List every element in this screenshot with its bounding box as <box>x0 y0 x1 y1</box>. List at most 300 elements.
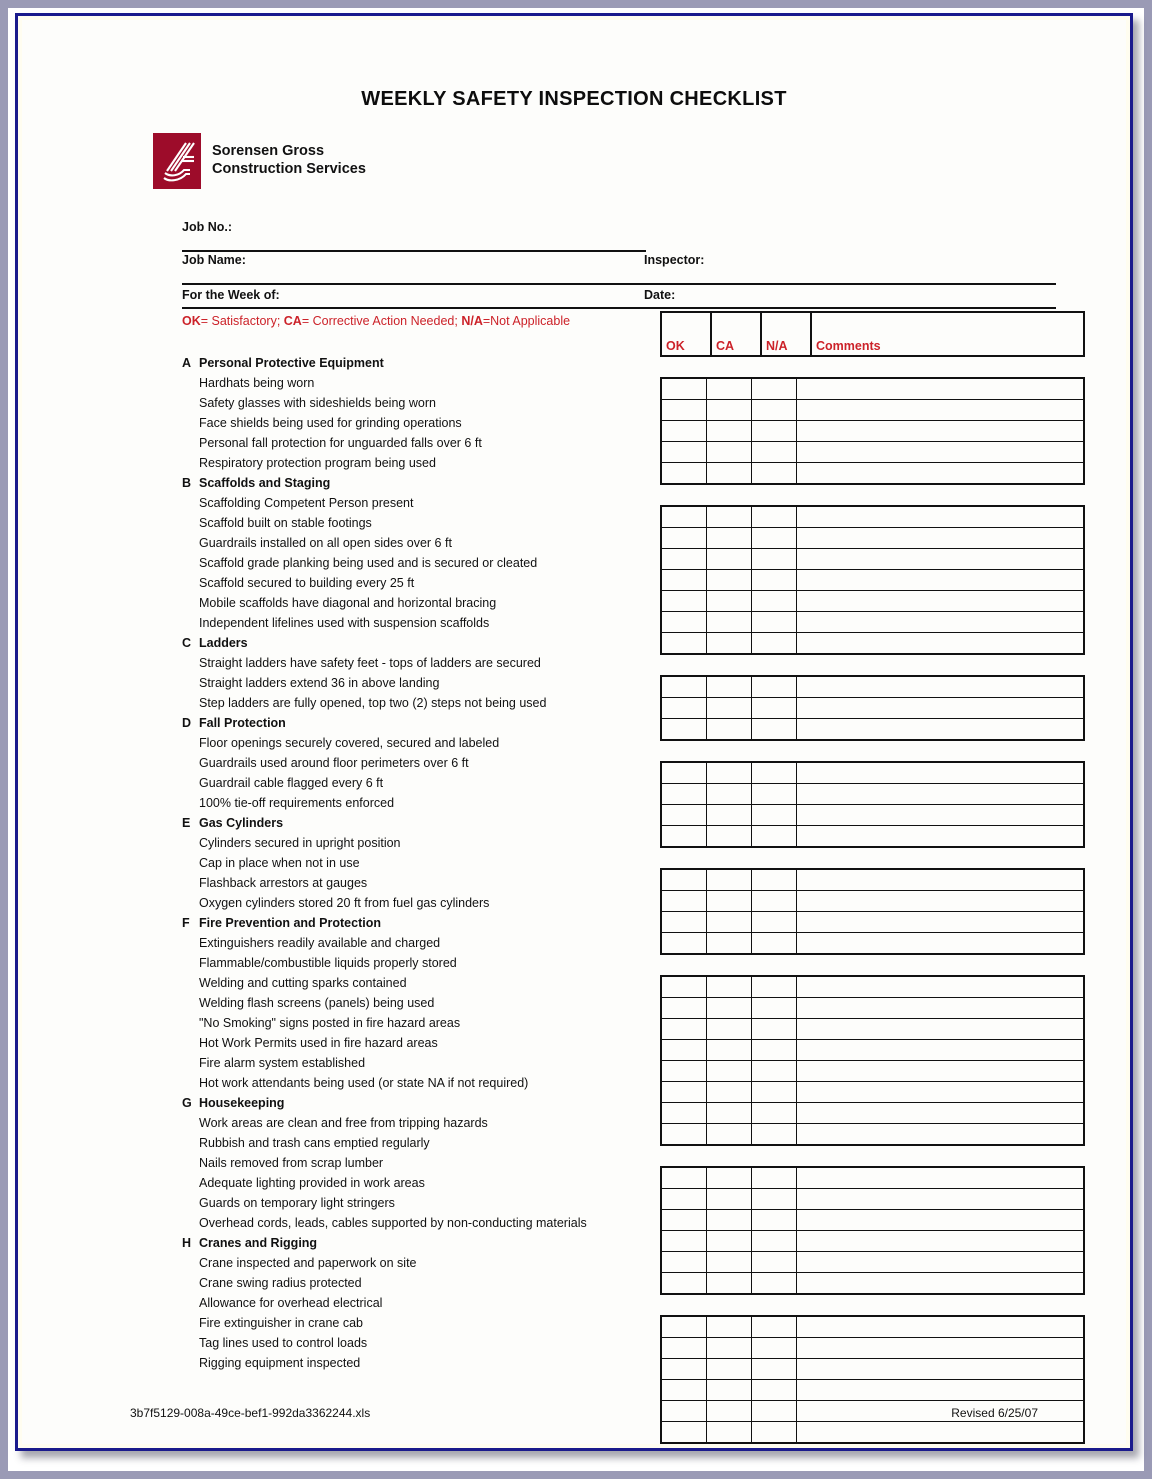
grid-row <box>661 463 1084 485</box>
section-heading <box>182 633 652 653</box>
legend-na-code: N/A <box>461 314 483 328</box>
section-letter: D <box>182 716 192 730</box>
checkbox-cell-ok[interactable] <box>661 826 707 848</box>
checkbox-cell-na[interactable] <box>752 826 797 848</box>
grid-group-f <box>660 975 1085 1146</box>
checkbox-cell-ca[interactable] <box>707 591 752 612</box>
checklist-item: Guards on temporary light stringers <box>199 1196 395 1210</box>
checklist-grid-column <box>660 311 1085 1444</box>
checkbox-cell-na[interactable] <box>752 400 797 421</box>
checkbox-cell-ca[interactable] <box>707 1252 752 1273</box>
checkbox-cell-ca[interactable] <box>707 1040 752 1061</box>
section-letter: C <box>182 636 192 650</box>
footer-filename: 3b7f5129-008a-49ce-bef1-992da3362244.xls <box>130 1406 371 1420</box>
section-heading <box>182 813 652 833</box>
grid-row <box>661 998 1084 1019</box>
checkbox-cell-na[interactable] <box>752 1316 797 1338</box>
checklist-item: Respiratory protection program being used <box>199 456 436 470</box>
grid-group-d <box>660 761 1085 848</box>
checklist-item: Hardhats being worn <box>199 376 315 390</box>
comments-cell[interactable] <box>797 1252 1085 1273</box>
grid-row <box>661 528 1084 549</box>
comments-cell[interactable] <box>797 784 1085 805</box>
checkbox-cell-ok[interactable] <box>661 506 707 528</box>
grid-row <box>661 442 1084 463</box>
section-title: Ladders <box>199 636 248 650</box>
checkbox-cell-ca[interactable] <box>707 400 752 421</box>
grid-section-spacer <box>660 357 1085 377</box>
checklist-item: Scaffolding Competent Person present <box>199 496 414 510</box>
comments-cell[interactable] <box>797 463 1085 485</box>
checklist-item: Straight ladders extend 36 in above landing <box>199 676 440 690</box>
checklist-item: Hot work attendants being used (or state NA if not required) <box>199 1076 529 1090</box>
checkbox-cell-ok[interactable] <box>661 421 707 442</box>
checkbox-cell-na[interactable] <box>752 591 797 612</box>
logo-line-1: Sorensen Gross <box>212 143 325 160</box>
checklist-item: Fire alarm system established <box>199 1056 366 1070</box>
comments-cell[interactable] <box>797 998 1085 1019</box>
checkbox-cell-ca[interactable] <box>707 549 752 570</box>
checkbox-cell-ca[interactable] <box>707 762 752 784</box>
grid-section-spacer <box>660 1146 1085 1166</box>
checkbox-cell-ca[interactable] <box>707 1380 752 1401</box>
page-border-frame <box>15 13 1133 1451</box>
checkbox-cell-na[interactable] <box>752 1273 797 1295</box>
document-page <box>22 20 1126 1444</box>
checkbox-cell-na[interactable] <box>752 784 797 805</box>
checkbox-cell-ca[interactable] <box>707 506 752 528</box>
checkbox-cell-ok[interactable] <box>661 463 707 485</box>
checkbox-cell-ok[interactable] <box>661 1103 707 1124</box>
comments-cell[interactable] <box>797 570 1085 591</box>
checkbox-cell-ca[interactable] <box>707 998 752 1019</box>
checkbox-cell-ok[interactable] <box>661 570 707 591</box>
section-letter: E <box>182 816 191 830</box>
comments-cell[interactable] <box>797 933 1085 955</box>
grid-row <box>661 784 1084 805</box>
checkbox-cell-ok[interactable] <box>661 719 707 741</box>
checklist-item: Safety glasses with sideshields being worn <box>199 396 436 410</box>
checklist-item: Allowance for overhead electrical <box>199 1296 383 1310</box>
section-title: Cranes and Rigging <box>199 1236 318 1250</box>
comments-cell[interactable] <box>797 421 1085 442</box>
grid-row <box>661 1231 1084 1252</box>
checkbox-cell-na[interactable] <box>752 570 797 591</box>
comments-cell[interactable] <box>797 826 1085 848</box>
checkbox-cell-ok[interactable] <box>661 933 707 955</box>
grid-row <box>661 1338 1084 1359</box>
checklist-item: Straight ladders have safety feet - tops of ladders are secured <box>199 656 541 670</box>
grid-row <box>661 1103 1084 1124</box>
grid-row <box>661 976 1084 998</box>
grid-row <box>661 912 1084 933</box>
grid-row <box>661 1316 1084 1338</box>
header-cell-ca: CA <box>711 312 761 356</box>
job-no-row <box>182 219 1056 252</box>
checkbox-cell-ok[interactable] <box>661 400 707 421</box>
checkbox-cell-ca[interactable] <box>707 1082 752 1103</box>
checkbox-cell-ok[interactable] <box>661 1061 707 1082</box>
checkbox-cell-na[interactable] <box>752 805 797 826</box>
checkbox-cell-ca[interactable] <box>707 719 752 741</box>
grid-row <box>661 612 1084 633</box>
checklist-item: Nails removed from scrap lumber <box>199 1156 384 1170</box>
checklist-item: Oxygen cylinders stored 20 ft from fuel gas cylinders <box>199 896 490 910</box>
checkbox-cell-ok[interactable] <box>661 1189 707 1210</box>
grid-row <box>661 891 1084 912</box>
checkbox-cell-na[interactable] <box>752 506 797 528</box>
checkbox-cell-ca[interactable] <box>707 612 752 633</box>
comments-cell[interactable] <box>797 1338 1085 1359</box>
checkbox-cell-ok[interactable] <box>661 528 707 549</box>
comments-cell[interactable] <box>797 1231 1085 1252</box>
checkbox-cell-ok[interactable] <box>661 1252 707 1273</box>
checkbox-cell-ok[interactable] <box>661 976 707 998</box>
comments-cell[interactable] <box>797 1019 1085 1040</box>
section-letter: H <box>182 1236 192 1250</box>
checkbox-cell-ca[interactable] <box>707 784 752 805</box>
checkbox-cell-ok[interactable] <box>661 612 707 633</box>
grid-row <box>661 1124 1084 1146</box>
checkbox-cell-ok[interactable] <box>661 998 707 1019</box>
checkbox-cell-na[interactable] <box>752 1040 797 1061</box>
checkbox-cell-ok[interactable] <box>661 1316 707 1338</box>
legend-ok-code: OK <box>182 314 201 328</box>
grid-row <box>661 378 1084 400</box>
checklist-item: Work areas are clean and free from tripping hazards <box>199 1116 488 1130</box>
checkbox-cell-ok[interactable] <box>661 1231 707 1252</box>
checkbox-cell-ca[interactable] <box>707 528 752 549</box>
checkbox-cell-ok[interactable] <box>661 912 707 933</box>
checkbox-cell-na[interactable] <box>752 1103 797 1124</box>
checklist-item: Tag lines used to control loads <box>199 1336 368 1350</box>
grid-row <box>661 1252 1084 1273</box>
checkbox-cell-ca[interactable] <box>707 442 752 463</box>
checkbox-cell-na[interactable] <box>752 1061 797 1082</box>
checklist-item: Scaffold built on stable footings <box>199 516 372 530</box>
grid-row <box>661 1189 1084 1210</box>
grid-section-spacer <box>660 655 1085 675</box>
checklist-item: Guardrail cable flagged every 6 ft <box>199 776 384 790</box>
comments-cell[interactable] <box>797 912 1085 933</box>
checkbox-cell-na[interactable] <box>752 912 797 933</box>
legend-ca-meaning: = Corrective Action Needed; <box>301 314 462 328</box>
comments-cell[interactable] <box>797 506 1085 528</box>
checkbox-cell-ca[interactable] <box>707 1167 752 1189</box>
checkbox-cell-na[interactable] <box>752 549 797 570</box>
comments-cell[interactable] <box>797 805 1085 826</box>
grid-row <box>661 1082 1084 1103</box>
checkbox-cell-ok[interactable] <box>661 633 707 655</box>
checkbox-cell-ok[interactable] <box>661 1273 707 1295</box>
checkbox-cell-na[interactable] <box>752 463 797 485</box>
checkbox-cell-na[interactable] <box>752 1380 797 1401</box>
checkbox-cell-ok[interactable] <box>661 1040 707 1061</box>
checkbox-cell-ca[interactable] <box>707 1189 752 1210</box>
checklist-body <box>22 287 1126 1377</box>
checkbox-cell-ca[interactable] <box>707 976 752 998</box>
checkbox-cell-na[interactable] <box>752 676 797 698</box>
checklist-item: Step ladders are fully opened, top two (2) steps not being used <box>199 696 547 710</box>
checkbox-cell-ca[interactable] <box>707 1019 752 1040</box>
checkbox-cell-na[interactable] <box>752 1124 797 1146</box>
checkbox-cell-ca[interactable] <box>707 1210 752 1231</box>
checkbox-cell-ca[interactable] <box>707 1316 752 1338</box>
grid-row <box>661 570 1084 591</box>
grid-group-c <box>660 675 1085 741</box>
checkbox-cell-na[interactable] <box>752 378 797 400</box>
checkbox-cell-ca[interactable] <box>707 1273 752 1295</box>
grid-section-spacer <box>660 1295 1085 1315</box>
grid-group-b <box>660 505 1085 655</box>
comments-cell[interactable] <box>797 1061 1085 1082</box>
comments-cell[interactable] <box>797 762 1085 784</box>
checkbox-cell-na[interactable] <box>752 421 797 442</box>
checklist-item: Guardrails used around floor perimeters over 6 ft <box>199 756 469 770</box>
checklist-item: Crane inspected and paperwork on site <box>199 1256 417 1270</box>
checkbox-cell-na[interactable] <box>752 1231 797 1252</box>
checkbox-cell-ok[interactable] <box>661 1019 707 1040</box>
checklist-item: Cap in place when not in use <box>199 856 360 870</box>
date-label: Date: <box>644 288 676 302</box>
grid-row <box>661 698 1084 719</box>
comments-cell[interactable] <box>797 719 1085 741</box>
grid-row <box>661 549 1084 570</box>
checkbox-cell-ok[interactable] <box>661 1359 707 1380</box>
checkbox-cell-ca[interactable] <box>707 463 752 485</box>
grid-row <box>661 719 1084 741</box>
comments-cell[interactable] <box>797 1103 1085 1124</box>
comments-cell[interactable] <box>797 869 1085 891</box>
checkbox-cell-na[interactable] <box>752 442 797 463</box>
comments-cell[interactable] <box>797 549 1085 570</box>
checklist-item: Hot Work Permits used in fire hazard areas <box>199 1036 438 1050</box>
checkbox-cell-ok[interactable] <box>661 1167 707 1189</box>
checkbox-cell-ok[interactable] <box>661 549 707 570</box>
checkbox-cell-ca[interactable] <box>707 1359 752 1380</box>
job-name-label: Job Name: <box>182 253 246 267</box>
section-title: Gas Cylinders <box>199 816 284 830</box>
section-letter: G <box>182 1096 192 1110</box>
grid-header-table <box>660 311 1085 357</box>
legend-ok-meaning: = Satisfactory; <box>200 314 284 328</box>
checkbox-cell-ca[interactable] <box>707 421 752 442</box>
comments-cell[interactable] <box>797 1040 1085 1061</box>
comments-cell[interactable] <box>797 591 1085 612</box>
job-name-row <box>182 252 1056 285</box>
checkbox-cell-na[interactable] <box>752 869 797 891</box>
company-logo <box>153 133 1126 189</box>
checkbox-cell-ok[interactable] <box>661 591 707 612</box>
checkbox-cell-ca[interactable] <box>707 869 752 891</box>
checkbox-cell-ca[interactable] <box>707 805 752 826</box>
checkbox-cell-ok[interactable] <box>661 1380 707 1401</box>
checklist-item: "No Smoking" signs posted in fire hazard areas <box>199 1016 461 1030</box>
checkbox-cell-ok[interactable] <box>661 762 707 784</box>
grid-row <box>661 805 1084 826</box>
checkbox-cell-na[interactable] <box>752 762 797 784</box>
page-footer <box>22 1406 1126 1426</box>
checkbox-cell-na[interactable] <box>752 998 797 1019</box>
checklist-item: Scaffold secured to building every 25 ft <box>199 576 415 590</box>
grid-header-row <box>661 312 1084 356</box>
section-heading <box>182 1093 652 1113</box>
checkbox-cell-na[interactable] <box>752 933 797 955</box>
grid-group-g <box>660 1166 1085 1295</box>
checkbox-cell-ca[interactable] <box>707 1103 752 1124</box>
checkbox-cell-ok[interactable] <box>661 805 707 826</box>
checkbox-cell-na[interactable] <box>752 1019 797 1040</box>
checkbox-cell-ca[interactable] <box>707 912 752 933</box>
comments-cell[interactable] <box>797 612 1085 633</box>
comments-cell[interactable] <box>797 1359 1085 1380</box>
grid-row <box>661 421 1084 442</box>
section-title: Fall Protection <box>199 716 286 730</box>
comments-cell[interactable] <box>797 1082 1085 1103</box>
grid-section-spacer <box>660 848 1085 868</box>
grid-row <box>661 1359 1084 1380</box>
comments-cell[interactable] <box>797 1189 1085 1210</box>
checklist-item: Extinguishers readily available and charged <box>199 936 441 950</box>
header-cell-na: N/A <box>761 312 811 356</box>
comments-cell[interactable] <box>797 442 1085 463</box>
legend-na-meaning: =Not Applicable <box>482 314 571 328</box>
checkbox-cell-na[interactable] <box>752 1252 797 1273</box>
checkbox-cell-ca[interactable] <box>707 826 752 848</box>
checkbox-cell-ok[interactable] <box>661 1338 707 1359</box>
checklist-item: Adequate lighting provided in work areas <box>199 1176 425 1190</box>
section-heading <box>182 473 652 493</box>
checkbox-cell-ca[interactable] <box>707 633 752 655</box>
section-letter: B <box>182 476 192 490</box>
checkbox-cell-ca[interactable] <box>707 891 752 912</box>
sorensen-gross-logo-icon <box>153 133 201 189</box>
checkbox-cell-na[interactable] <box>752 719 797 741</box>
checklist-item-column <box>182 353 652 1373</box>
inspector-label: Inspector: <box>644 253 705 267</box>
checkbox-cell-na[interactable] <box>752 612 797 633</box>
checklist-item: Flashback arrestors at gauges <box>199 876 368 890</box>
checklist-item: Fire extinguisher in crane cab <box>199 1316 363 1330</box>
comments-cell[interactable] <box>797 698 1085 719</box>
grid-row <box>661 1210 1084 1231</box>
checkbox-cell-ca[interactable] <box>707 570 752 591</box>
checklist-item: Flammable/combustible liquids properly stored <box>199 956 457 970</box>
checkbox-cell-ca[interactable] <box>707 378 752 400</box>
section-heading <box>182 713 652 733</box>
checkbox-cell-ok[interactable] <box>661 1210 707 1231</box>
checkbox-cell-ok[interactable] <box>661 1082 707 1103</box>
grid-row <box>661 1273 1084 1295</box>
checkbox-cell-ok[interactable] <box>661 891 707 912</box>
comments-cell[interactable] <box>797 676 1085 698</box>
grid-row <box>661 1380 1084 1401</box>
checkbox-cell-ca[interactable] <box>707 676 752 698</box>
checkbox-cell-na[interactable] <box>752 891 797 912</box>
grid-row <box>661 826 1084 848</box>
checklist-item: Rigging equipment inspected <box>199 1356 361 1370</box>
job-name-inspector-input[interactable] <box>182 283 1056 285</box>
checklist-item: Mobile scaffolds have diagonal and horizontal bracing <box>199 596 497 610</box>
logo-line-2: Construction Services <box>212 161 366 177</box>
checkbox-cell-ok[interactable] <box>661 676 707 698</box>
checkbox-cell-ca[interactable] <box>707 1061 752 1082</box>
grid-row <box>661 869 1084 891</box>
checklist-item: Personal fall protection for unguarded falls over 6 ft <box>199 436 482 450</box>
checkbox-cell-ca[interactable] <box>707 1338 752 1359</box>
checkbox-cell-ok[interactable] <box>661 442 707 463</box>
comments-cell[interactable] <box>797 1210 1085 1231</box>
comments-cell[interactable] <box>797 1316 1085 1338</box>
grid-row <box>661 676 1084 698</box>
comments-cell[interactable] <box>797 1273 1085 1295</box>
comments-cell[interactable] <box>797 1167 1085 1189</box>
grid-row <box>661 762 1084 784</box>
checkbox-cell-ok[interactable] <box>661 1124 707 1146</box>
comments-cell[interactable] <box>797 1380 1085 1401</box>
checkbox-cell-ca[interactable] <box>707 1231 752 1252</box>
checkbox-cell-ok[interactable] <box>661 378 707 400</box>
comments-cell[interactable] <box>797 528 1085 549</box>
comments-cell[interactable] <box>797 976 1085 998</box>
checkbox-cell-na[interactable] <box>752 1359 797 1380</box>
grid-groups <box>660 357 1085 1444</box>
checkbox-cell-na[interactable] <box>752 1082 797 1103</box>
checkbox-cell-ca[interactable] <box>707 1124 752 1146</box>
footer-revised: Revised 6/25/07 <box>951 1406 1038 1420</box>
grid-row <box>661 506 1084 528</box>
checkbox-cell-na[interactable] <box>752 1338 797 1359</box>
comments-cell[interactable] <box>797 1124 1085 1146</box>
grid-row <box>661 1040 1084 1061</box>
checkbox-cell-na[interactable] <box>752 1189 797 1210</box>
checklist-item: Welding flash screens (panels) being used <box>199 996 435 1010</box>
checkbox-cell-na[interactable] <box>752 976 797 998</box>
checklist-item: Cylinders secured in upright position <box>199 836 401 850</box>
checkbox-cell-na[interactable] <box>752 528 797 549</box>
checkbox-cell-ca[interactable] <box>707 933 752 955</box>
grid-group-e <box>660 868 1085 955</box>
comments-cell[interactable] <box>797 378 1085 400</box>
checkbox-cell-na[interactable] <box>752 1210 797 1231</box>
grid-row <box>661 591 1084 612</box>
checkbox-cell-na[interactable] <box>752 633 797 655</box>
checkbox-cell-na[interactable] <box>752 698 797 719</box>
grid-row <box>661 933 1084 955</box>
comments-cell[interactable] <box>797 633 1085 655</box>
checkbox-cell-ok[interactable] <box>661 698 707 719</box>
page-title: WEEKLY SAFETY INSPECTION CHECKLIST <box>361 88 787 110</box>
checklist-item: 100% tie-off requirements enforced <box>199 796 395 810</box>
checkbox-cell-ok[interactable] <box>661 869 707 891</box>
job-no-label: Job No.: <box>182 220 232 234</box>
checkbox-cell-na[interactable] <box>752 1167 797 1189</box>
checklist-item: Scaffold grade planking being used and is secured or cleated <box>199 556 538 570</box>
grid-row <box>661 1167 1084 1189</box>
checklist-item: Crane swing radius protected <box>199 1276 362 1290</box>
grid-row <box>661 400 1084 421</box>
comments-cell[interactable] <box>797 400 1085 421</box>
checklist-item: Face shields being used for grinding operations <box>199 416 462 430</box>
week-of-row-wrap <box>182 287 1056 309</box>
comments-cell[interactable] <box>797 891 1085 912</box>
checklist-item: Welding and cutting sparks contained <box>199 976 407 990</box>
checkbox-cell-ok[interactable] <box>661 784 707 805</box>
section-heading <box>182 913 652 933</box>
grid-section-spacer <box>660 741 1085 761</box>
checkbox-cell-ca[interactable] <box>707 698 752 719</box>
week-of-date-input[interactable] <box>182 307 1056 309</box>
